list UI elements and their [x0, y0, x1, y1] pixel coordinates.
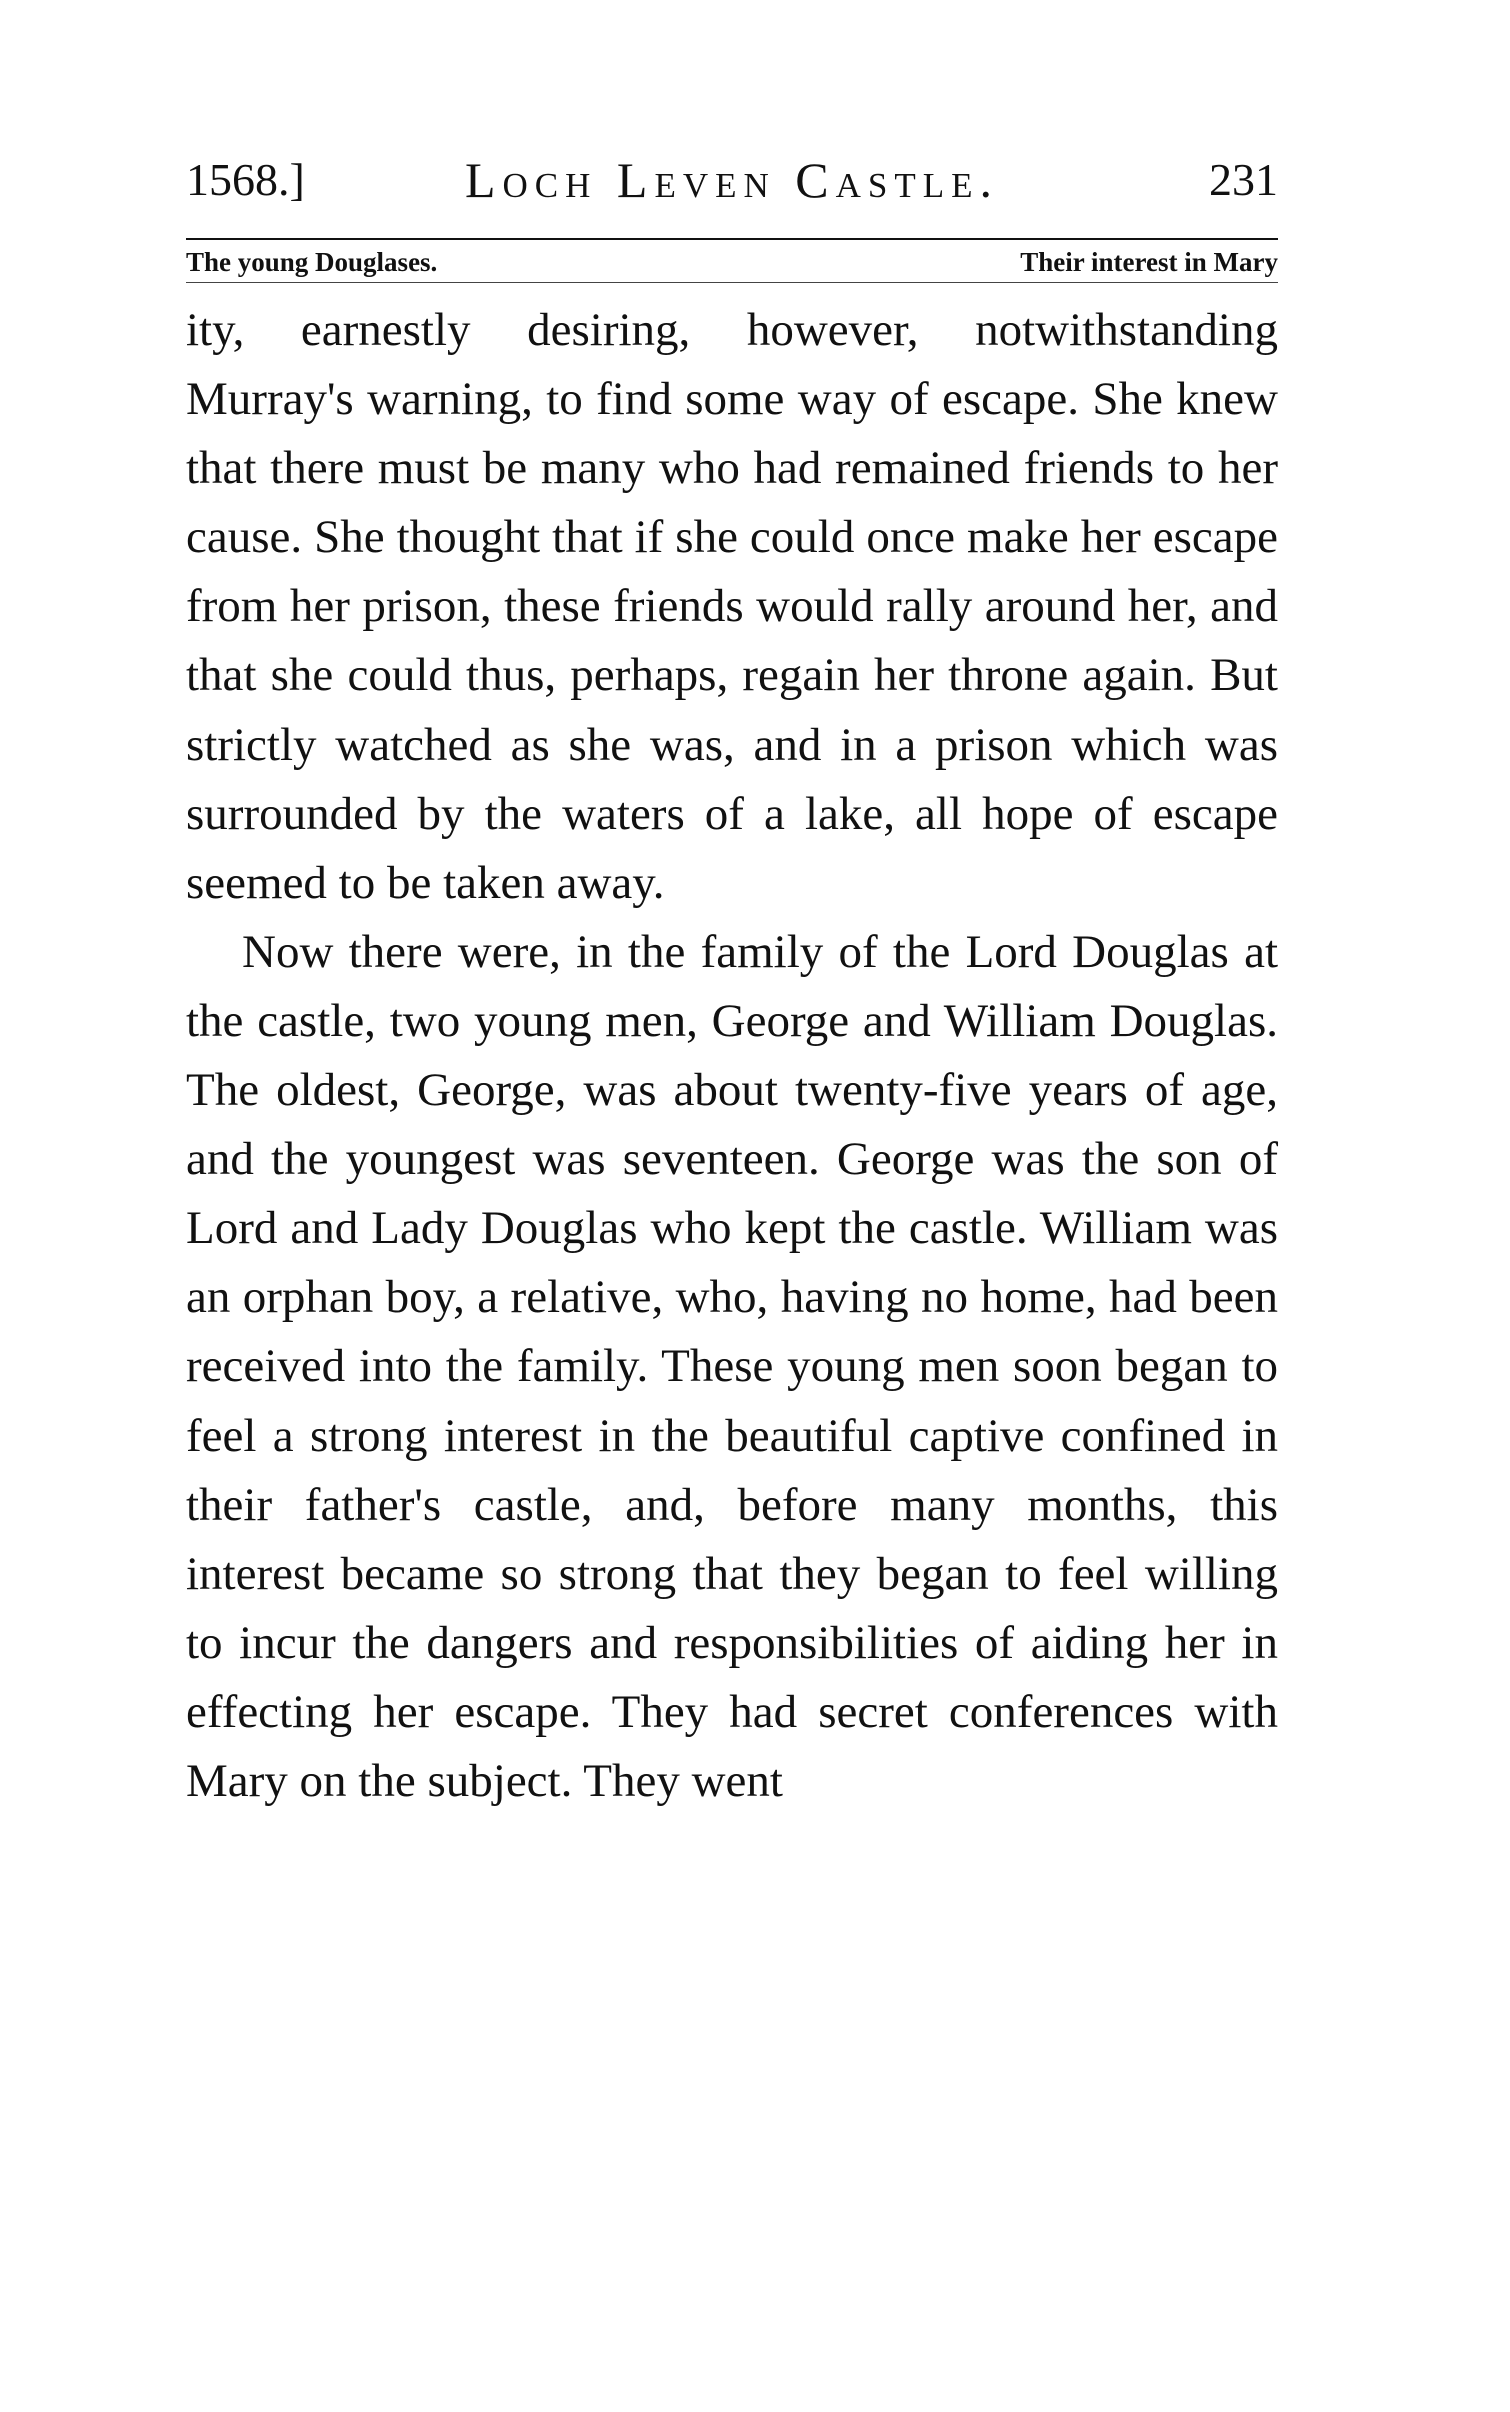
header-rule	[186, 238, 1278, 240]
page-number: 231	[1209, 154, 1278, 205]
body-text	[186, 296, 1278, 1816]
subheader	[186, 244, 1278, 280]
subheader-right: Their interest in Mary	[1020, 247, 1278, 277]
paragraph: Now there were, in the family of the Lord Douglas at the castle, two young men, George and William Douglas. The oldest, George, was about twenty-five years of age, and the youngest was seventeen. George was the son of Lord and Lady Douglas who kept the castle. William was an orphan boy, a relative, who, having no home, had been received into the family. These young men soon began to feel a strong interest in the beautiful captive confined in their father's castle, and, before many months, this interest became so strong that they began to feel willing to incur the dangers and responsibilities of aiding her in effecting her escape. They had secret conferences with Mary on the subject. They went	[186, 925, 1278, 1807]
paragraph-continued: ity, earnestly desiring, however, notwithstanding Murray's warning, to find some way of escape. She knew that there must be many who had remained friends to her cause. She thought that if she could once make her escape from her prison, these friends would rally around her, and that she could thus, perhaps, regain her throne again. But strictly watched as she was, and in a prison which was surrounded by the waters of a lake, all hope of escape seemed to be taken away.	[186, 304, 1278, 909]
header-year: 1568.]	[186, 154, 305, 205]
subheader-rule	[186, 282, 1278, 283]
subheader-left: The young Douglases.	[186, 247, 438, 277]
running-header	[186, 150, 1278, 210]
header-title: Loch Leven Castle.	[464, 152, 1000, 208]
